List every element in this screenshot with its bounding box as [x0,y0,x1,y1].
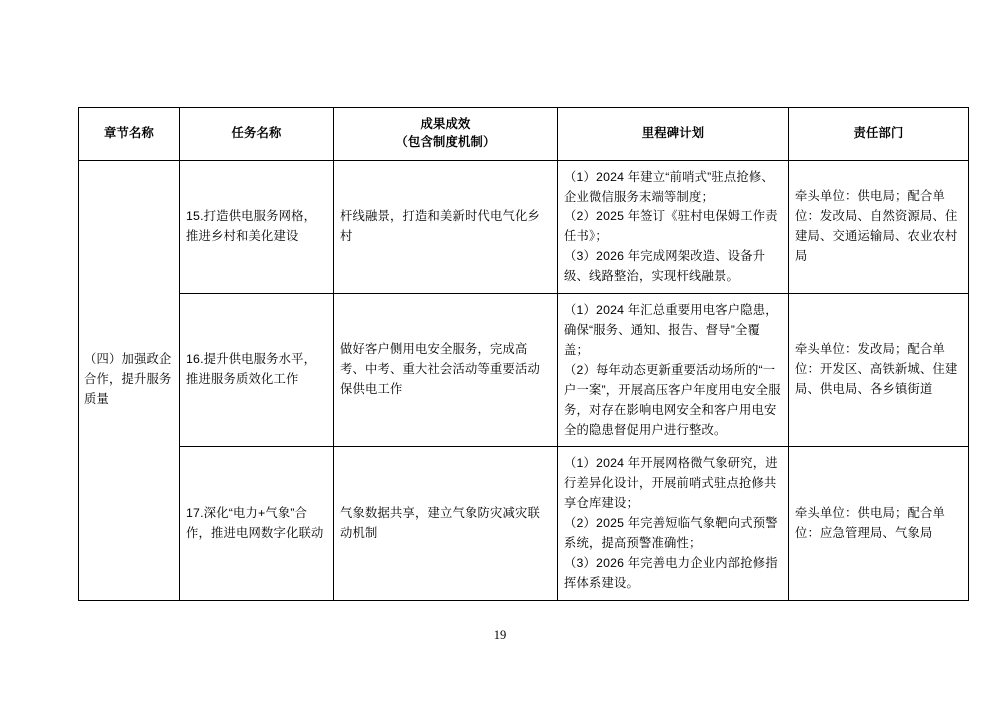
task-name-cell: 17.深化“电力+气象”合作，推进电网数字化联动 [180,447,334,600]
table-body [79,160,969,600]
table-header-row [79,108,969,161]
milestone-cell [558,447,789,600]
milestone-item: （1）2024 年开展网格微气象研究，进行差异化设计，开展前哨式驻点抢修共享仓库建设； [564,456,778,511]
column-header-milestone: 里程碑计划 [558,108,789,161]
table-header [79,108,969,161]
table-row [79,447,969,600]
department-cell: 牵头单位：供电局；配合单位：发改局、自然资源局、住建局、交通运输局、农业农村局 [789,160,969,293]
column-header-task: 任务名称 [180,108,334,161]
column-header-result-line2: （包含制度机制） [395,134,496,149]
department-cell: 牵头单位：发改局；配合单位：开发区、高铁新城、住建局、供电局、各乡镇街道 [789,294,969,447]
milestone-item: （2）2025 年签订《驻村电保姆工作责任书》； [564,209,778,244]
column-header-result [334,108,558,161]
task-name-cell: 16.提升供电服务水平，推进服务质效化工作 [180,294,334,447]
milestone-item: （3）2026 年完成网架改造、设备升级、线路整治，实现杆线融景。 [564,249,766,284]
task-plan-table [78,107,969,601]
result-cell: 做好客户侧用电安全服务，完成高考、中考、重大社会活动等重要活动保供电工作 [334,294,558,447]
table-row [79,294,969,447]
column-header-department: 责任部门 [789,108,969,161]
page-number: 19 [493,628,507,642]
column-header-chapter: 章节名称 [79,108,180,161]
table-row [79,160,969,293]
milestone-item: （2）每年动态更新重要活动场所的“一户一案”，开展高压客户年度用电安全服务，对存在影响电网安全和客户用电安全的隐患督促用户进行整改。 [564,362,781,437]
department-cell: 牵头单位：供电局；配合单位：应急管理局、气象局 [789,447,969,600]
result-cell: 杆线融景，打造和美新时代电气化乡村 [334,160,558,293]
column-header-result-line1: 成果成效 [420,117,471,131]
result-cell: 气象数据共享，建立气象防灾减灾联动机制 [334,447,558,600]
milestone-item: （2）2025 年完善短临气象靶向式预警系统，提高预警准确性； [564,516,778,551]
milestone-item: （1）2024 年汇总重要用电客户隐患，确保“服务、通知、报告、督导”全覆盖； [564,303,778,357]
milestone-item: （3）2026 年完善电力企业内部抢修指挥体系建设。 [564,555,778,590]
chapter-name-cell: （四）加强政企合作，提升服务质量 [79,160,180,600]
milestone-cell [558,294,789,447]
task-name-cell: 15.打造供电服务网格，推进乡村和美化建设 [180,160,334,293]
milestone-cell [558,160,789,293]
milestone-item: （1）2024 年建立“前哨式”驻点抢修、企业微信服务末端等制度； [564,169,774,204]
